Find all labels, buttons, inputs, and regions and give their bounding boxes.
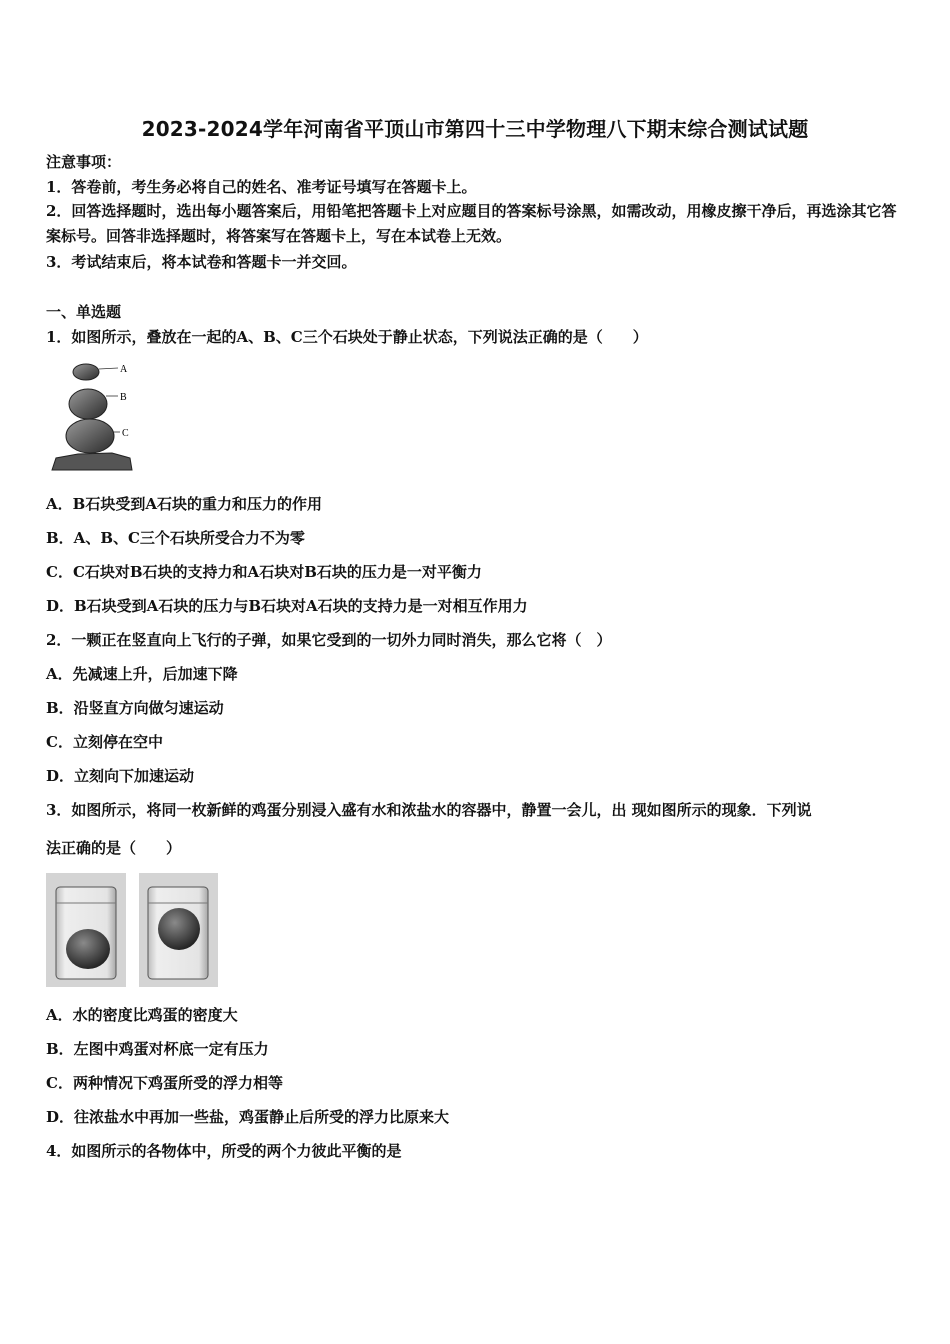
notice-item-2: 2．回答选择题时，选出每小题答案后，用铅笔把答题卡上对应题目的答案标号涂黑，如需改动，用橡皮擦干净后，再选涂其它答案标号。回答非选择题时，将答案写在答题卡上，写在本试卷上无效。 — [46, 202, 897, 245]
q3-option-b: B．左图中鸡蛋对杯底一定有压力 — [46, 1040, 269, 1058]
section-heading: 一、单选题 — [46, 303, 122, 321]
q3-option-c: C．两种情况下鸡蛋所受的浮力相等 — [46, 1074, 283, 1092]
question-3-stem-line2: 法正确的是（ ） — [46, 839, 182, 857]
question-2-stem: 2．一颗正在竖直向上飞行的子弹，如果它受到的一切外力同时消失，那么它将（ ） — [46, 631, 612, 649]
notice-item-3: 3．考试结束后，将本试卷和答题卡一并交回。 — [46, 253, 357, 271]
q1-option-a: A．B石块受到A石块的重力和压力的作用 — [46, 495, 322, 513]
q2-option-a: A．先减速上升，后加速下降 — [46, 665, 238, 683]
right-egg — [158, 908, 200, 950]
label-c: C — [122, 428, 129, 439]
q1-option-d: D．B石块受到A石块的压力与B石块对A石块的支持力是一对相互作用力 — [46, 597, 528, 615]
rock-c — [66, 419, 114, 453]
left-egg — [66, 929, 110, 969]
q3-option-a: A．水的密度比鸡蛋的密度大 — [46, 1006, 238, 1024]
rock-b — [69, 389, 107, 419]
label-b: B — [120, 392, 127, 403]
ground-slab — [52, 453, 132, 470]
q3-option-d: D．往浓盐水中再加一些盐，鸡蛋静止后所受的浮力比原来大 — [46, 1108, 450, 1126]
q2-option-b: B．沿竖直方向做匀速运动 — [46, 699, 224, 717]
question-3-stem-line1: 3．如图所示，将同一枚新鲜的鸡蛋分别浸入盛有水和浓盐水的容器中，静置一会儿，出 现如图所示的现象．下列说 — [46, 801, 812, 819]
label-a: A — [120, 364, 128, 375]
q2-option-d: D．立刻向下加速运动 — [46, 767, 195, 785]
notice-item-1: 1．答卷前，考生务必将自己的姓名、准考证号填写在答题卡上。 — [46, 178, 477, 196]
question-1-stem: 1．如图所示，叠放在一起的A、B、C三个石块处于静止状态，下列说法正确的是（ ） — [46, 328, 648, 346]
q1-option-c: C．C石块对B石块的支持力和A石块对B石块的压力是一对平衡力 — [46, 563, 482, 581]
rock-a — [73, 364, 99, 380]
q1-option-b: B．A、B、C三个石块所受合力不为零 — [46, 529, 305, 547]
notice-heading: 注意事项： — [46, 153, 122, 171]
page-title: 2023-2024学年河南省平顶山市第四十三中学物理八下期末综合测试试题 — [141, 117, 809, 141]
q2-option-c: C．立刻停在空中 — [46, 733, 163, 751]
egg-beakers-figure — [46, 873, 218, 987]
stacked-rocks-figure — [50, 358, 135, 476]
question-4-stem: 4．如图所示的各物体中，所受的两个力彼此平衡的是 — [46, 1142, 402, 1160]
